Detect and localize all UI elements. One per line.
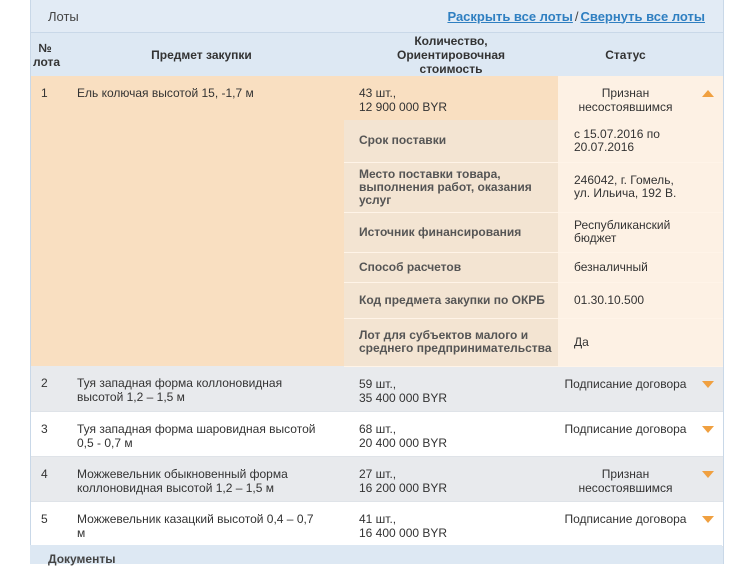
lot-cost: 16 200 000 BYR [359, 480, 448, 495]
chevron-down-icon [702, 426, 714, 433]
lot-quantity-cost [344, 501, 558, 546]
link-separator: / [574, 8, 579, 24]
header-arrow-col [693, 33, 723, 76]
detail-value: безналичный [558, 252, 693, 282]
lot-item: Туя западная форма шаровидная высотой 0,5 - 0,7 м [59, 411, 344, 456]
detail-label: Срок поставки [344, 120, 558, 162]
lot-quantity: 43 шт., [359, 86, 397, 100]
chevron-down-icon [702, 471, 714, 478]
table-row[interactable] [31, 411, 723, 456]
lot-number: 3 [31, 411, 59, 456]
detail-row [31, 252, 723, 282]
lots-panel [30, 0, 724, 564]
documents-section [30, 545, 722, 564]
chevron-up-icon [702, 90, 714, 97]
lot-cost: 16 400 000 BYR [359, 525, 448, 540]
expand-lot-button[interactable] [693, 411, 723, 456]
lot-number: 1 [31, 76, 59, 120]
expand-all-link[interactable]: Раскрыть все лоты [447, 8, 573, 24]
detail-value: 01.30.10.500 [558, 282, 693, 318]
lot-quantity: 68 шт., [359, 421, 397, 436]
lot-item: Можжевельник казацкий высотой 0,4 – 0,7 м [59, 501, 344, 546]
detail-row [31, 282, 723, 318]
lot-item: Туя западная форма коллоновидная высотой 1,2 – 1,5 м [59, 366, 344, 411]
lot-cost: 35 400 000 BYR [359, 390, 448, 405]
lot-quantity: 41 шт., [359, 511, 397, 526]
collapse-lot-button[interactable] [693, 76, 723, 120]
expand-lot-button[interactable] [693, 456, 723, 501]
lot-quantity-cost [344, 411, 558, 456]
expand-lot-button[interactable] [693, 366, 723, 411]
header-lot-number: № лота [31, 33, 59, 76]
lot-quantity-cost [344, 366, 558, 411]
table-header-row [31, 33, 723, 76]
lot-quantity: 59 шт., [359, 376, 397, 391]
detail-value: Республиканский бюджет [558, 212, 693, 252]
table-row[interactable] [31, 366, 723, 411]
collapse-all-link[interactable]: Свернуть все лоты [580, 8, 705, 24]
lots-table [31, 33, 723, 547]
detail-value: с 15.07.2016 по 20.07.2016 [558, 120, 693, 162]
lot-number: 4 [31, 456, 59, 501]
detail-label: Лот для субъектов малого и среднего предпринимательства [344, 318, 558, 366]
table-row[interactable] [31, 456, 723, 501]
panel-title: Лоты [48, 8, 79, 24]
expand-lot-button[interactable] [693, 501, 723, 546]
documents-title: Документы [48, 552, 116, 566]
lot-number: 5 [31, 501, 59, 546]
detail-row [31, 162, 723, 212]
lot-quantity: 27 шт., [359, 466, 397, 481]
header-quantity-cost: Количество, Ориентировочная стоимость [344, 33, 558, 76]
detail-label: Источник финансирования [344, 212, 558, 252]
detail-row [31, 120, 723, 162]
detail-label: Код предмета закупки по ОКРБ [344, 282, 558, 318]
detail-value: Да [558, 318, 693, 366]
lot-cost: 20 400 000 BYR [359, 435, 448, 450]
lot-toggle-links [447, 9, 705, 24]
lot-status: Подписание договора [558, 366, 693, 411]
detail-label: Место поставки товара, выполнения работ, оказания услуг [344, 162, 558, 212]
detail-row [31, 318, 723, 366]
detail-value: 246042, г. Гомель, ул. Ильича, 192 В. [558, 162, 693, 212]
lots-panel-header [31, 0, 723, 33]
chevron-down-icon [702, 516, 714, 523]
lot-item: Ель колючая высотой 15, -1,7 м [59, 76, 344, 120]
lot-quantity-cost [344, 76, 558, 120]
chevron-down-icon [702, 381, 714, 388]
lot-status: Признан несостоявшимся [558, 456, 693, 501]
header-item: Предмет закупки [59, 33, 344, 76]
lot-status: Подписание договора [558, 501, 693, 546]
lot-status: Признан несостоявшимся [558, 76, 693, 120]
lot-status: Подписание договора [558, 411, 693, 456]
table-row[interactable] [31, 76, 723, 120]
header-status: Статус [558, 33, 693, 76]
lot-quantity-cost [344, 456, 558, 501]
detail-label: Способ расчетов [344, 252, 558, 282]
detail-row [31, 212, 723, 252]
table-row[interactable] [31, 501, 723, 546]
lot-number: 2 [31, 366, 59, 411]
lot-item: Можжевельник обыкновенный форма коллоновидная высотой 1,2 – 1,5 м [59, 456, 344, 501]
lot-cost: 12 900 000 BYR [359, 100, 448, 114]
